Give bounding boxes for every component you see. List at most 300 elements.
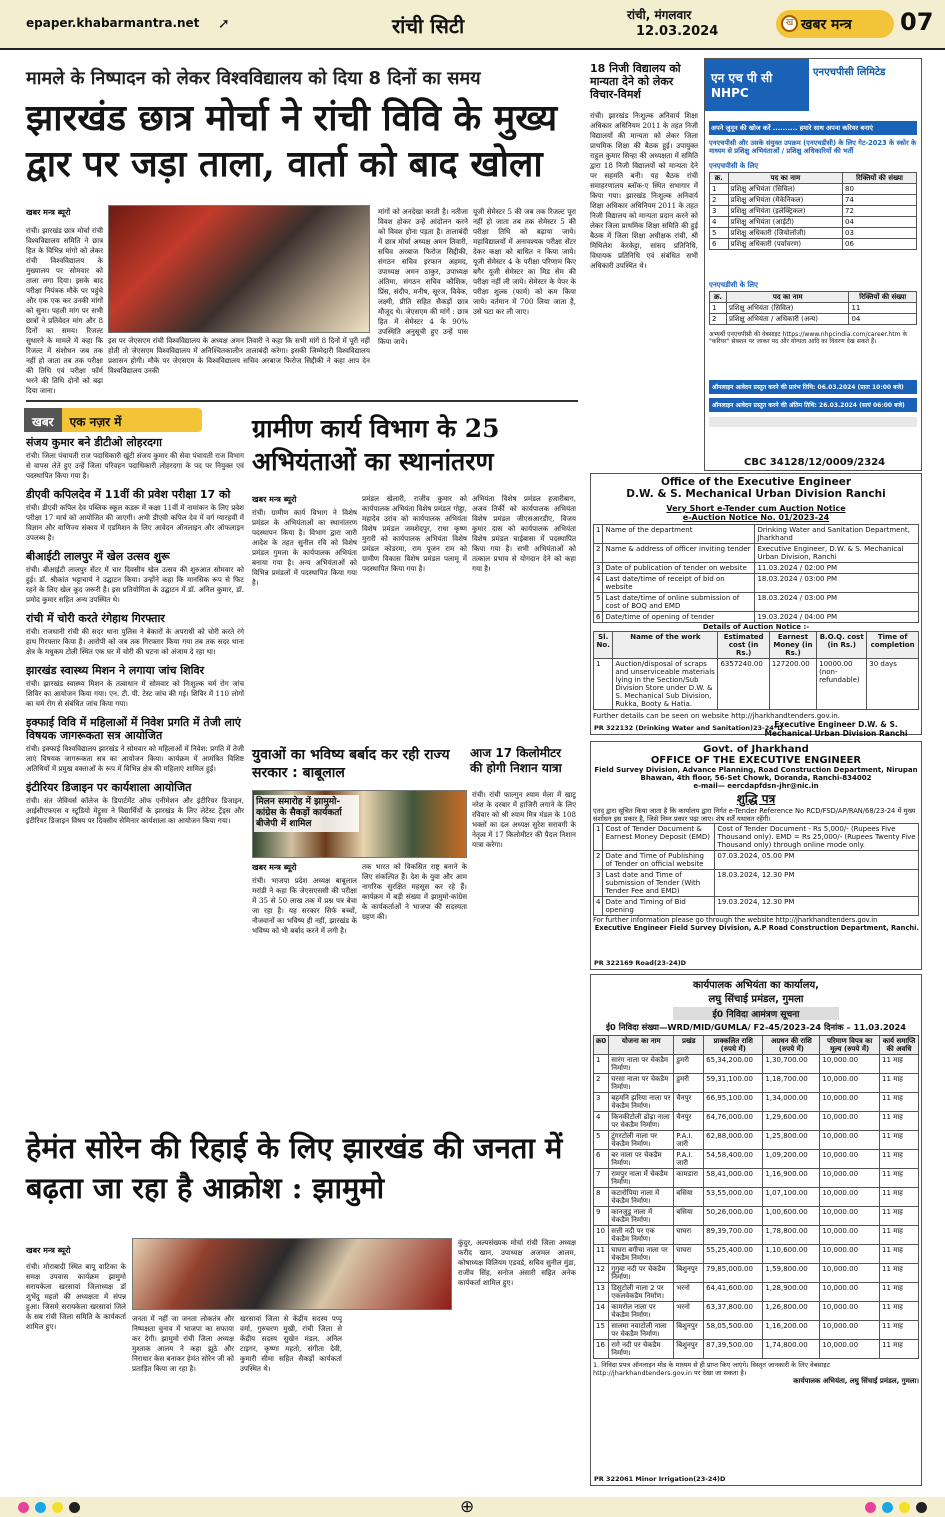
table-cell: चैनपुर [674,1093,704,1112]
table-cell: घाघरा [674,1245,704,1264]
table-row [594,1264,919,1283]
table-header-cell: Earnest Money (in Rs.) [769,632,816,659]
table-header-cell: पद का नाम [726,292,848,303]
ek-item [26,781,244,826]
table-cell: 11 माह [880,1264,919,1283]
table-cell: 4 [594,897,603,916]
table-cell: 11 माह [880,1245,919,1264]
table-cell: बर नाला पर चेकडैम निर्माण। [609,1150,674,1169]
table-cell: 1,09,200.00 [763,1150,820,1169]
table-cell: 66,95,100.00 [704,1093,763,1112]
table-cell: Auction/disposal of scraps and unserviceable materials lying in the Section/Sub Division Store under D.W. & S. Mechanical Sub Division, Rukka, Booty & Hatia. [613,659,718,710]
table-cell: Drinking Water and Sanitation Department, Jharkhand [755,525,919,544]
table-cell: Name & address of officer inviting tender [603,544,755,563]
ek-item-head: संजय कुमार बने डीटीओ लोहरदगा [26,436,162,449]
table-cell: 3 [594,1093,609,1112]
table-cell: 1 [594,525,603,544]
table-cell: 1,30,700.00 [763,1055,820,1074]
lead-byline: खबर मन्त्र ब्यूरो [26,208,71,217]
table-cell: 1 [594,659,613,710]
table-cell: सालमा नवाटोली नाला पर चेकडैम निर्माण। [609,1321,674,1340]
table-cell: 10,000.00 [820,1055,880,1074]
ek-item-head: डीएवी कपिलदेव में 11वीं की प्रवेश परीक्षा 17 को [26,488,231,501]
table-cell: 1,59,800.00 [763,1264,820,1283]
table-cell: प्रशिक्षु अभियंता (सिविल) [728,184,842,195]
table-cell: 59,31,100.00 [704,1074,763,1093]
table-header-row [710,173,917,184]
table-cell: 10 [594,1226,609,1245]
grameen-byline: खबर मन्त्र ब्यूरो [252,495,297,504]
brand-name: खबर मन्त्र [801,17,852,33]
ek-item-text: रांची। बीआईटी लालपुर सेंटर में चार दिवसीय खेल उत्सव की शुरुआत सोमवार को हुई। डॉ. श्रीकांत भट्टाचार्य ने उद्घाटन किया। उन्होंने कहा कि मानसिक रूप से फिट रहने के लिए खेल कूद जरूरी है। इस प्रतियोगिता के उद्घाटन में डॉ. अनिल कुमार, डॉ. प्रमोद कुमार सहित अन्य उपस्थित थे। [26,565,244,604]
grameen-col-3: अभियंता विशेष प्रमंडल हजारीबाग, अजय तिर्की को कार्यपालक अभियंता विशेष प्रमंडल जीएसआरडीए, विजय कुमार दास को कार्यपालक अभियंता विशेष प्रमंडल चाईबासा में पदस्थापित किया गया है। सभी अभियंताओं को तत्काल प्रभाव से योगदान देने को कहा गया है। [472,494,576,573]
table-cell: 10,000.00 [820,1074,880,1093]
nhpc-subhead: एनएचपीसी और उसके संयुक्त उपक्रम (एनएचडीसी) के लिए गेट-2023 के स्कोर के माध्यम से प्रशिक्षु अभियंताओं / प्रशिक्षु अधिकारियों की भर्ती [709,139,917,155]
table-cell: 1,16,900.00 [763,1169,820,1188]
table-cell: Last date/time of online submission of cost of BOQ and EMD [603,593,755,612]
nhdc-vacancy-table [709,291,917,325]
table-cell: 04 [849,314,917,325]
yuva-col-2: तक भारत को विकसित राष्ट्र बनाने के लिए संकल्पित हैं। देश के युवा और आम नागरिक सुरक्षित महसूस कर रहे हैं। कार्यक्रम में बड़ी संख्या में झामुमो-कांग्रेस के कार्यकर्ताओं ने भाजपा की सदस्यता ग्रहण की। [362,862,467,921]
color-dot [899,1502,910,1513]
table-cell: 06 [843,239,917,250]
dws-signature: Executive Engineer D.W. & S. Mechanical Urban Division Ranchi [764,720,908,738]
ek-nazar-label: एक नज़र में [69,415,122,429]
ek-nazar-badge [24,408,202,432]
table-cell: कानजुडू नाला में चेकडैम निर्माण। [609,1207,674,1226]
table-cell: 11 माह [880,1074,919,1093]
dws-details-label: Details of Auction Notice :- [702,623,810,631]
ek-nazar-list [26,436,244,1113]
table-cell: 1,18,700.00 [763,1074,820,1093]
table-cell: 9 [594,1207,609,1226]
grameen-headline: ग्रामीण कार्य विभाग के 25 अभियंताओं का स्थानांतरण [252,414,500,476]
table-cell: 04 [843,217,917,228]
table-cell: P.A.I. जारी [674,1131,704,1150]
lead-col-1: रांची। झारखंड छात्र मोर्चा रांची विश्वविद्यालय समिति ने छात्र हित के विभिन्न मांगो को लेकर रांची विश्वविद्यालय के मुख्यालय पर सोमवार को ताला लगा दिया। इसके बाद परीक्षा नियंत्रक मौके पर पहुंचे और एक एक कर उनकी मांगों को सुना। पहली मांग पर सभी छात्रों ने प्रतिवेदन मांग और 8 दिनों का समय। रिजल्ट सुधारने के मामले में कहा कि रिजल्ट में संशोधन जब तक नहीं हो जाता तब तक परीक्षा की तिथि एवं परीक्षा फॉर्म भरने की तिथि दोनों को बढ़ा दिया जाना। [26,226,103,394]
table-row [594,1188,919,1207]
table-row [594,544,919,563]
table-row [594,1169,919,1188]
rcd-corrigendum-title: शुद्धि पत्र [736,792,776,806]
table-cell: बहमनि झरिया नाला पर चेकडैम निर्माण। [609,1093,674,1112]
table-cell: 07.03.2024, 05.00 PM [715,851,919,870]
table-header-cell: रिक्तियों की संख्या [843,173,917,184]
table-cell: 62,88,000.00 [704,1131,763,1150]
table-cell: Cost of Tender Document & Earnest Money Deposit (EMD) [603,824,715,851]
table-cell: रामपुर नाला में चेकडैम निर्माण। [609,1169,674,1188]
table-cell: 89,39,700.00 [704,1226,763,1245]
table-row [710,206,917,217]
irr-office: कार्यपालक अभियंता का कार्यालय, [693,980,819,991]
issue-date: 12.03.2024 [636,24,719,39]
place-day: रांची, मंगलवार [627,8,692,22]
table-cell: घाघरा बगीचा नाला पर चेकडैम निर्माण। [609,1245,674,1264]
table-cell: 1,28,900.00 [763,1283,820,1302]
table-cell: 10,000.00 [820,1245,880,1264]
rcd-body: एतद् द्वारा सूचित किया जाता है कि कार्यालय द्वारा निर्गत e-Tender Reference No RCD/FSD/AP/RAN/68/23-24 में मुख्य संशोधन इस प्रकार है, जिसे निम्न प्रकार पढ़ा जाए। शेष शर्तें यथावत रहेंगी। [593,807,916,823]
table-cell: चैनपुर [674,1112,704,1131]
table-cell: 4 [594,574,603,593]
dws-notice-type: Very Short e-Tender cum Auction Notice [666,504,846,513]
table-cell: बिशुनपुर [674,1321,704,1340]
table-cell: 10,000.00 [820,1302,880,1321]
table-cell: 11 माह [880,1207,919,1226]
table-row [594,612,919,623]
ek-item [26,436,244,481]
nhpc-logo: एन एच पी सी NHPC [705,59,809,111]
table-cell: प्रशिक्षु अधिकारी (जियोलॉजी) [728,228,842,239]
table-cell: 58,05,500.00 [704,1321,763,1340]
table-cell: 5 [710,228,729,239]
table-row [594,1340,919,1359]
table-cell: 11 माह [880,1112,919,1131]
table-cell: बिशुनपुर [674,1340,704,1359]
ek-item [26,716,244,774]
table-cell: 10,000.00 [820,1207,880,1226]
table-header-cell: क्र. [710,173,729,184]
registration-mark-icon: ⊕ [460,1497,475,1517]
table-cell: 10,000.00 [820,1131,880,1150]
table-row [594,851,919,870]
table-cell: 4 [710,217,729,228]
lead-col-3: मांगों को अनदेखा करती है। नतीजा विवश होकर उन्हें आंदोलन करने को विवश होना पड़ता है। तालाबंदी में छात्र मोर्चा अध्यक्ष अमन तिवारी, सचिव अरबाज फिरोज सिद्दीकी, संगठन सचिव इरफान अहमद, उपाध्यक्ष अमन ठाकुर, उपाध्यक्ष अंतिमा, संगठन सचिव कौशिक, प्रिंस, संदीप, मनीष, सूरज, विवेक, लक्ष्मी, प्रीति सहित सैकड़ों छात्र मौजूद थे। जेएसएम की मांगें : छात्र हित में सेमेस्टर 4 के 90% उपस्थिति अनुसूची हुए उन्हें पास किया जाये। [378,207,468,346]
minor-irrigation-tender [590,974,922,1486]
table-cell: 1,26,800.00 [763,1302,820,1321]
nhpc-tagline: अपने जुनून की खोज करें .......... हमारे साथ अपना करियर बनाएं [709,121,917,135]
table-cell: Cost of Tender Document - Rs 5,000/- (Rupees Five Thousand only). EMD = Rs 25,000/- (Rupees Twenty Five Thousand only) through online mode only. [715,824,919,851]
table-row [594,1245,919,1264]
ek-item-text: रांची। संत जेवियर्स कॉलेज के डिपार्टमेंट ऑफ एनीमेशन और इंटीरियर डिजाइन, आईसीएफएस व स्टूडियो मेट्रूसा ने विद्यार्थियों के झारखंड के लिए लेटेस्ट ट्रेंड्स और इंटीरियर डिजाइन विषय पर दिवसीय सेमिनार कार्यशाला का आयोजन किया गया। [26,796,244,825]
irr-signature: कार्यपालक अभियंता, लघु सिंचाई प्रमंडल, गुमला। [793,1377,919,1385]
table-row [594,1093,919,1112]
table-cell: Date/time of opening of tender [603,612,755,623]
brand-logo: ख [781,15,798,32]
table-cell: 3 [594,563,603,574]
ek-item-head: झारखंड स्वास्थ्य मिशन ने लगाया जांच शिविर [26,664,205,677]
table-cell: 19.03.2024 / 04:00 PM [755,612,919,623]
table-cell: 6357240.00 [718,659,769,710]
rcd-address: Field Survey Division, Advance Planning, Road Construction Department, Nirupan Bhawan, 4th floor, 56-Set Chowk, Doranda, Ranchi-834002 [594,766,918,782]
table-cell: 1 [710,184,729,195]
color-dot [882,1502,893,1513]
table-cell: 1,29,600.00 [763,1112,820,1131]
table-cell: 10,000.00 [820,1112,880,1131]
table-cell: 2 [594,851,603,870]
ek-item-head: इक्फाई विवि में महिलाओं में निवेश प्रगति में तेजी लाएं विषयक जागरूकता सत्र आयोजित [26,716,241,742]
table-cell: Last date and Time of submission of Tender (With Tender Fee and EMD) [603,870,715,897]
table-cell: Executive Engineer, D.W. & S. Mechanical Urban Division, Ranchi [755,544,919,563]
table-cell: 2 [594,1074,609,1093]
table-cell: 3 [594,870,603,897]
table-cell: गुगुवा नदी पर चेकडैम निर्माण। [609,1264,674,1283]
table-header-cell: प्रखंड [674,1036,704,1055]
table-cell: 6 [594,612,603,623]
table-cell: प्रशिक्षु अभियंता (सिविल) [726,303,848,314]
niji-headline: 18 निजी विद्यालय को मान्यता देने को लेकर विचार-विमर्श [590,62,681,101]
table-cell: 54,58,400.00 [704,1150,763,1169]
footer-color-strip [0,1497,945,1517]
table-cell: 10,000.00 [820,1188,880,1207]
table-cell: 1,74,800.00 [763,1340,820,1359]
table-cell: 10,000.00 [820,1169,880,1188]
table-cell: Date and Timing of Bid opening [603,897,715,916]
table-row [710,314,917,325]
yuva-caption: मिलन समारोह में झामुमो-कांग्रेस के सैकड़ों कार्यकर्ता बीजेपी में शामिल [254,795,359,832]
table-cell: डुमरी [674,1074,704,1093]
table-header-cell: अग्रधन की राशि (रुपये में) [763,1036,820,1055]
table-row [594,1283,919,1302]
table-row [594,574,919,593]
aaj-headline: आज 17 किलोमीटर की होगी निशान यात्रा [470,746,562,775]
table-header-cell: Estimated cost (in Rs.) [718,632,769,659]
table-cell: Name of the department [603,525,755,544]
nhpc-advertisement [704,58,922,471]
section-rule [26,400,578,402]
table-cell: 6 [594,1150,609,1169]
table-cell: 10,000.00 [820,1150,880,1169]
rcd-office: OFFICE OF THE EXECUTIVE ENGINEER [650,755,862,766]
hemant-col-1: रांची। मोराबादी स्थित बापू वाटिका के समक्ष उपवास कार्यक्रम झामुमो सरायकेला खरसावां जिलाध्यक्ष डॉ शुभेंदु महतो की अध्यक्षता में संपन्न हुआ। जिसमे सरायकेला खरसावां जिले के सब रांची जिला समिति के कार्यकर्ता शामिल हुए। [26,1262,126,1331]
table-cell: 11.03.2024 / 02:00 PM [755,563,919,574]
table-cell: प्रशिक्षु अभियंता (इलेक्ट्रिकल) [728,206,842,217]
table-cell: 19.03.2024, 12.30 PM [715,897,919,916]
table-cell: 58,41,000.00 [704,1169,763,1188]
table-cell: 11 माह [880,1150,919,1169]
table-cell: 1,34,000.00 [763,1093,820,1112]
table-cell: प्रशिक्षु अभियंता (आईटी) [728,217,842,228]
table-row [594,897,919,916]
table-cell: घाघरा [674,1226,704,1245]
table-cell: कामरोल नाला पर चेकडैम निर्माण। [609,1302,674,1321]
table-cell: प्रशिक्षु अभियंता / अधिकारी (अन्य) [726,314,848,325]
table-cell: 10,000.00 [820,1093,880,1112]
table-cell: 127200.00 [769,659,816,710]
table-cell: 1 [594,1055,609,1074]
table-cell: 55,25,400.00 [704,1245,763,1264]
table-row [594,525,919,544]
table-cell: 63,37,800.00 [704,1302,763,1321]
lead-headline: झारखंड छात्र मोर्चा ने रांची विवि के मुख्य द्वार पर जड़ा ताला, वार्ता को बाद खोला [26,97,558,185]
hemant-byline: खबर मन्त्र ब्यूरो [26,1246,71,1255]
table-row [594,659,919,710]
table-row [710,228,917,239]
nhpc-vacancy-table [709,172,917,250]
irr-note: 1. निविदा प्रपत्र ऑनलाइन मोड के माध्यम से ही प्राप्त किए जाएंगे। विस्तृत जानकारी के लिए वेबसाइट http://jharkhandtenders.gov.in पर देखा जा सकता है। [593,1361,830,1377]
color-dot [69,1502,80,1513]
table-cell: रागे नदी पर चेकडैम निर्माण। [609,1340,674,1359]
color-dot [916,1502,927,1513]
table-cell: 16 [594,1340,609,1359]
table-cell: 1,78,800.00 [763,1226,820,1245]
nhpc-start-date: ऑनलाइन आवेदन प्रस्तुत करने की प्रारंभ तिथि: 06.03.2024 (प्रातः 10:00 बजे) [709,380,917,394]
table-cell: किनकीटोली ढोढ़ा नाला पर चेकडैम निर्माण। [609,1112,674,1131]
table-cell: डुमरी [674,1055,704,1074]
social-icons-strip [709,417,917,427]
table-cell: कटारोपिया नाला में चेकडैम निर्माण। [609,1188,674,1207]
site-url[interactable]: epaper.khabarmantra.net [26,16,200,30]
nhpc-name: एनएचपीसी लिमिटेड [813,67,886,78]
table-cell: घरसा नाला पर चेकडैम निर्माण। [609,1074,674,1093]
table-row [594,1131,919,1150]
grameen-col-2: प्रमंडल खेलारी, राजीव कुमार को कार्यपालक अभियंता विशेष प्रमंडल गोड्डा, महादेव उरांव को कार्यपालक अभियंता विशेष प्रमंडल जमशेदपुर, राधा कृष्ण मुरारी को कार्यपालक अभियंता विशेष प्रमंडल कोडरमा, राम पूजन राम को ग्रामीण विकास विशेष प्रमंडल पलामू में पदस्थापित किया गया है। [362,494,467,573]
table-cell: 53,55,000.00 [704,1188,763,1207]
lead-col-4: यूजी सेमेस्टर 5 की जब तक रिजल्ट पूरा नहीं हो जाता तब तक सेमेस्टर 5 की परीक्षा तिथि को बढ़ाया जाये। महाविद्यालयों में अनावश्यक परीक्षा सेंटर देकर कक्षा को बाधित न किया जाये। यूजी सेमेस्टर 4 के परीक्षा परिणाम किए बगैर यूजी सेमेस्टर का मिड सेम की परीक्षा नहीं ली जाये। सेमेस्टर के पेपर के परीक्षा शुल्क (फार्म) को कम किया जाये। वर्तमान में 700 लिया जाता है, उसे घटा कर ली जाए। [473,207,576,316]
table-cell: P.A.I. जारी [674,1150,704,1169]
color-dot [52,1502,63,1513]
nhpc-for-label: एनएचपीसी के लिए [709,162,759,170]
table-cell: सत्ती नदी पर एक चेकडैम निर्माण। [609,1226,674,1245]
table-cell: 80 [843,184,917,195]
table-cell: 65,34,200.00 [704,1055,763,1074]
table-cell: 14 [594,1302,609,1321]
grameen-col-1: रांची। ग्रामीण कार्य विभाग ने विशेष प्रमंडल के अभियंताओं का स्थानांतरण पदस्थापन किया है। विभाग द्वारा जारी आदेश के तहत सुनील रवि को विशेष प्रमंडल गुमला के कार्यपालक अभियंता बनाया गया है। अन्य अभियंताओं को विभिन्न प्रमंडलों में पदस्थापित किया गया है। [252,508,357,587]
dws-info-table [593,524,919,623]
table-cell: 30 days [867,659,919,710]
table-cell: 8 [594,1188,609,1207]
rcd-pr: PR 322169 Road(23-24)D [594,959,687,967]
nhpc-end-date: ऑनलाइन आवेदन प्रस्तुत करने की अंतिम तिथि: 26.03.2024 (सायं 06:00 बजे) [709,398,917,412]
table-cell: टुंगरटोली नाला पर चेकडैम निर्माण। [609,1131,674,1150]
table-header-row [710,292,917,303]
table-cell: 79,85,000.00 [704,1264,763,1283]
khabar-label: खबर [24,408,62,432]
table-header-cell: योजना का नाम [609,1036,674,1055]
table-cell: 18.03.2024 / 03:00 PM [755,593,919,612]
table-cell: 11 माह [880,1321,919,1340]
table-cell: 10000.00 (non-refundable) [817,659,867,710]
table-cell: Date and Time of Publishing of Tender on official website [603,851,715,870]
table-row [594,563,919,574]
table-cell: 2 [710,314,727,325]
ek-item-text: रांची। इक्फाई विश्वविद्यालय झारखंड ने सोमवार को महिलाओं में निवेश: प्रगति में तेजी लाएं विषयक जागरूकता सत्र का आयोजन किया। कार्यक्रम में आमंत्रित विशिष्ट अतिथियों में प्रमुख वक्ताओं के रूप में विभिन्न क्षेत्र की महिलाएं शामिल हुईं। [26,744,244,773]
ek-item-text: रांची। झारखंड स्वास्थ्य मिशन के तत्वाधान में सोमवार को निःशुल्क चर्म रोग जांच शिविर का आयोजन किया गया। एन. टी. पी. टेस्ट जांच की गई। शिविर में 110 लोगों का चर्म रोग से संबंधित जांच किया गया। [26,679,244,708]
table-header-row [594,1036,919,1055]
table-cell: प्रशिक्षु अधिकारी (पर्यावरण) [728,239,842,250]
table-cell: बिशुनपुर [674,1264,704,1283]
yuva-headline: युवाओं का भविष्य बर्बाद कर रही राज्य सरकार : बाबूलाल [252,747,450,781]
table-header-cell: Sl. No. [594,632,613,659]
rcd-signature: Executive Engineer Field Survey Division, A.P Road Construction Department, Ranchi. [594,924,919,932]
table-cell: 5 [594,593,603,612]
rcd-corrigendum [590,741,922,970]
table-header-cell: प्राक्कलित राशि (रुपये में) [704,1036,763,1055]
table-cell: 11 माह [880,1283,919,1302]
dws-work-table [593,631,919,710]
table-row [594,824,919,851]
ek-item-head: बीआईटी लालपुर में खेल उत्सव शुरू [26,550,170,563]
aaj-text: रांची। रांची फाल्गुन श्याम मेला में खाटू नरेश के दरबार में हाजिरी लगाने के लिए रविवार को श्री श्याम मित्र मंडल के 108 भक्तों का दल अध्यक्ष सुरेश सरावगी के नेतृत्व में 17 किलोमीटर की पैदल निशान यात्रा करेगा। [472,790,576,849]
dws-notice-no: e-Auction Notice No. 01/2023-24 [682,513,830,522]
ek-item-text: रांची। जिला पंचायती राज पदाधिकारी खूंटी संजय कुमार की सेवा पंचायती राज विभाग से वापस लेते हुए उन्हें जिला परिवहन पदाधिकारी लोहरदगा के पद पर नियुक्त एवं पदस्थापित किया गया है। [26,451,244,480]
table-cell: Last date/time of receipt of bid on website [603,574,755,593]
table-cell: बसिया [674,1188,704,1207]
table-cell: 10,000.00 [820,1226,880,1245]
table-header-cell: क्र0 [594,1036,609,1055]
table-cell: 1 [710,303,727,314]
table-header-cell: पद का नाम [728,173,842,184]
table-cell: 10,000.00 [820,1283,880,1302]
table-row [594,1302,919,1321]
table-cell: 15 [594,1321,609,1340]
section-title: रांची सिटी [392,14,465,38]
table-cell: 2 [594,544,603,563]
hemant-col-2: जनता में नहीं जा जनता लोकतंत्र और निष्पक्षता चुनाव में भाजपा का सफाया कर देगी। झामुमो रांची जिला अध्यक्ष मुश्ताक आलम ने कहा झूठे और निराधार केस बनाकर हेमंत सोरेन जी को प्रताड़ित किया जा रहा है। [132,1314,234,1373]
table-row [710,239,917,250]
table-cell: 11 माह [880,1188,919,1207]
table-row [710,217,917,228]
hemant-photo [132,1238,452,1310]
table-cell: 4 [594,1112,609,1131]
table-header-cell: क्र. [710,292,727,303]
table-header-cell: कार्य समाप्ति की अवधि [880,1036,919,1055]
niji-text: रांची। झारखंड निःशुल्क अनिवार्य शिक्षा अधिकार अधिनियम 2011 के तहत निजी विद्यालयों की मान्यता को लेकर जिला प्राथमिक शिक्षा की बैठक हुई। उपायुक्त राहुल कुमार सिन्हा की अध्यक्षता में समिति द्वारा 18 निजी विद्यालयों को मान्यता देने पर सहमति बनी। यह बैठक रांची समाहरणालय ब्लॉक-ए स्थित सभागार में किया गया। झारखंड निःशुल्क अनिवार्य शिक्षा अधिकार अधिनियम 2011 के तहत निजी विद्यालय को मान्यता प्रदान करने को लेकर जिला प्राथमिक शिक्षा समिति की हुई बैठक में जिला शिक्षा अधीक्षक रांची, श्री मिथिलेश केरकेट्टा, सांसद प्रतिनिधि, विधायक प्रतिनिधि एवं संबंधित सभी अधिकारी उपस्थित थे। [590,111,698,270]
table-row [710,303,917,314]
rcd-email: e-mail— eercdapfdsn-jhr@nic.in [693,782,819,790]
table-cell: कामडारा [674,1169,704,1188]
table-header-cell: Name of the work [613,632,718,659]
table-row [594,593,919,612]
table-cell: 18.03.2024 / 03:00 PM [755,574,919,593]
table-cell: भरनो [674,1302,704,1321]
ek-item-text: रांची। डीएवी कपिल देव पब्लिक स्कूल कडरू में कक्षा 11वीं में नामांकन के लिए प्रवेश परीक्षा 17 मार्च को आयोजित की जाएगी। अभी डीएवी कपिल देव में वर्ग ग्यारहवीं में विज्ञान और वाणिज्य संकाय में एडमिशन के लिए आवेदन ऑनलाइन और ऑफलाइन उपलब्ध है। [26,503,244,542]
table-cell: 12 [594,1264,609,1283]
hemant-col-4: कुंदुर, अल्पसंख्यक मोर्चा रांची जिला अध्यक्ष फरीद खान, उपाध्यक्ष अजमल आलम, कोषाध्यक्ष विलियम एडवर्ड, सचिव सुनील मुंडा, राजीव सिंह, सनोज अंसारी सहित अनेक कार्यकर्ता शामिल हुए। [458,1238,576,1287]
table-row [594,1207,919,1226]
table-cell: 3 [710,206,729,217]
table-cell: 7 [594,1169,609,1188]
table-cell: 2 [710,195,729,206]
table-row [594,1150,919,1169]
table-row [594,870,919,897]
rcd-footer: For further information please go through the website http://jharkhandtenders.gov.in [593,916,878,924]
color-dot [35,1502,46,1513]
table-cell: 11 माह [880,1055,919,1074]
table-cell: Date of publication of tender on website [603,563,755,574]
table-cell: भरनो [674,1283,704,1302]
lead-col-2: इस पर जेएसएम रांची विश्वविद्यालय के अध्यक्ष अमन तिवारी ने कहा कि सभी मांगें 8 दिनों में पूरी नहीं होती तो जेएसएम विश्वविद्यालय में अनिश्चितकालीन तालाबंदी करेगा। इसकी जिम्मेदारी विश्वविद्यालय प्रशासन होगी। मौके पर जेएसएम के विश्वविद्यालय सचिव अरबाज फिरोज सिद्दीकी ने कहा आप देन विश्वविद्यालय उनकी [108,336,370,375]
table-cell: 64,41,600.00 [704,1283,763,1302]
table-row [594,1055,919,1074]
rcd-govt: Govt. of Jharkhand [703,744,809,755]
yuva-byline: खबर मन्त्र ब्यूरो [252,863,297,872]
table-cell: 11 माह [880,1340,919,1359]
table-row [594,1226,919,1245]
table-cell: 11 [849,303,917,314]
table-cell: 10,000.00 [820,1340,880,1359]
irr-scheme-table [593,1035,919,1359]
cursor-icon: ➚ [218,16,230,32]
table-cell: 18.03.2024, 12.30 PM [715,870,919,897]
table-cell: 5 [594,1131,609,1150]
table-cell: डिसुटोली नाला 2 पर एकलवेकडैम निर्माण। [609,1283,674,1302]
yuva-col-1: रांची। भाजपा प्रदेश अध्यक्ष बाबूलाल मरांडी ने कहा कि जेएसएससी की परीक्षा में 35 से 50 लाख तक में प्रश्न पत्र बेचा जा रहा है। यह सरकार सिर्फ बच्चों, नौजवानों का भविष्य ही नहीं, झारखंड के भविष्य को भी बर्बाद करने में लगी है। [252,876,357,935]
irr-notice-title: ई0 निविदा आमंत्रण सूचना [673,1007,839,1020]
ek-item [26,664,244,709]
table-cell: 11 [594,1245,609,1264]
lead-kicker: मामले के निष्पादन को लेकर विश्वविद्यालय को दिया 8 दिनों का समय [26,68,481,89]
irr-pr: PR 322061 Minor Irrigation(23-24)D [594,1475,726,1483]
table-row [710,184,917,195]
nhpc-site-text: अभ्यर्थी एनएचपीसी की वेबसाइट https://www.nhpcindia.com/career.htm के "करियर" सेक्शन पर जाकर पद और योग्यता आदि का विवरण देख सकते हैं। [709,331,908,345]
rcd-table [593,823,919,916]
table-row [594,1112,919,1131]
color-dot [18,1502,29,1513]
table-header-row [594,632,919,659]
table-cell: सारंग नाला पर चेकडैम निर्माण। [609,1055,674,1074]
dws-division: D.W. & S. Mechanical Urban Division Ranchi [626,488,886,500]
table-row [710,195,917,206]
